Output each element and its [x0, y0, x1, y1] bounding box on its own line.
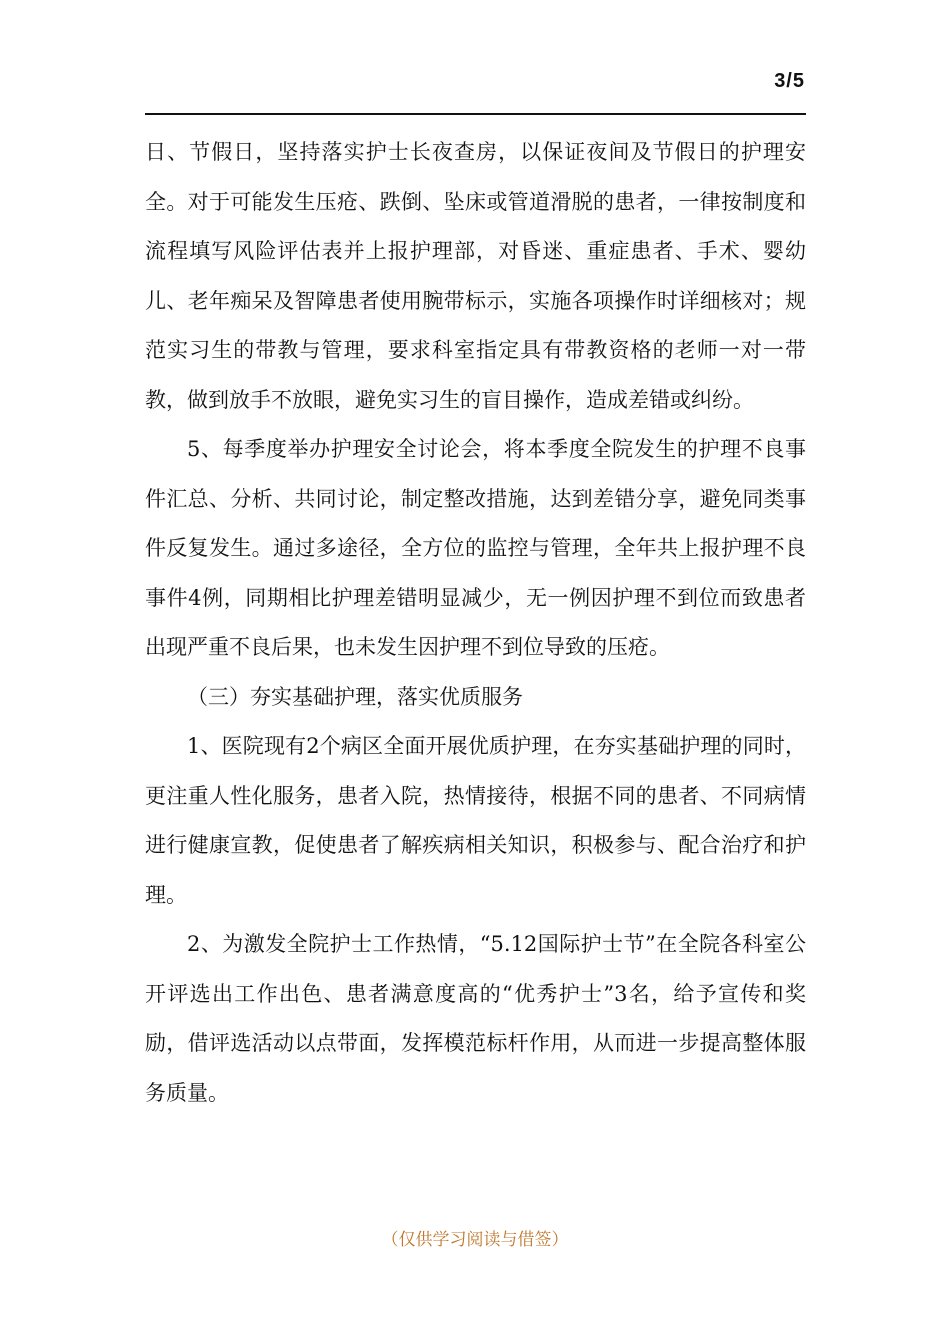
document-body	[145, 128, 806, 1118]
page-number: 3/5	[774, 70, 805, 92]
paragraph-item-1: 1、医院现有2个病区全面开展优质护理，在夯实基础护理的同时，更注重人性化服务，患者入院，热情接待，根据不同的患者、不同病情进行健康宣教，促使患者了解疾病相关知识，积极参与、配合治疗和护理。	[145, 734, 806, 907]
header-rule	[145, 113, 806, 115]
paragraph-continuation: 日、节假日，坚持落实护士长夜查房，以保证夜间及节假日的护理安全。对于可能发生压疮、跌倒、坠床或管道滑脱的患者，一律按制度和流程填写风险评估表并上报护理部，对昏迷、重症患者、手术、婴幼儿、老年痴呆及智障患者使用腕带标示，实施各项操作时详细核对；规范实习生的带教与管理，要求科室指定具有带教资格的老师一对一带教，做到放手不放眼，避免实习生的盲目操作，造成差错或纠纷。	[145, 140, 806, 412]
paragraph-item-2: 2、为激发全院护士工作热情，“5.12国际护士节”在全院各科室公开评选出工作出色、患者满意度高的“优秀护士”3名，给予宣传和奖励，借评选活动以点带面，发挥模范标杆作用，从而进一步提高整体服务质量。	[145, 932, 806, 1105]
paragraph-item-5: 5、每季度举办护理安全讨论会，将本季度全院发生的护理不良事件汇总、分析、共同讨论，制定整改措施，达到差错分享，避免同类事件反复发生。通过多途径，全方位的监控与管理，全年共上报护理不良事件4例，同期相比护理差错明显减少，无一例因护理不到位而致患者出现严重不良后果，也未发生因护理不到位导致的压疮。	[145, 437, 806, 659]
footer-note: （仅供学习阅读与借签）	[381, 1230, 569, 1250]
section-heading: （三）夯实基础护理，落实优质服务	[187, 684, 523, 709]
